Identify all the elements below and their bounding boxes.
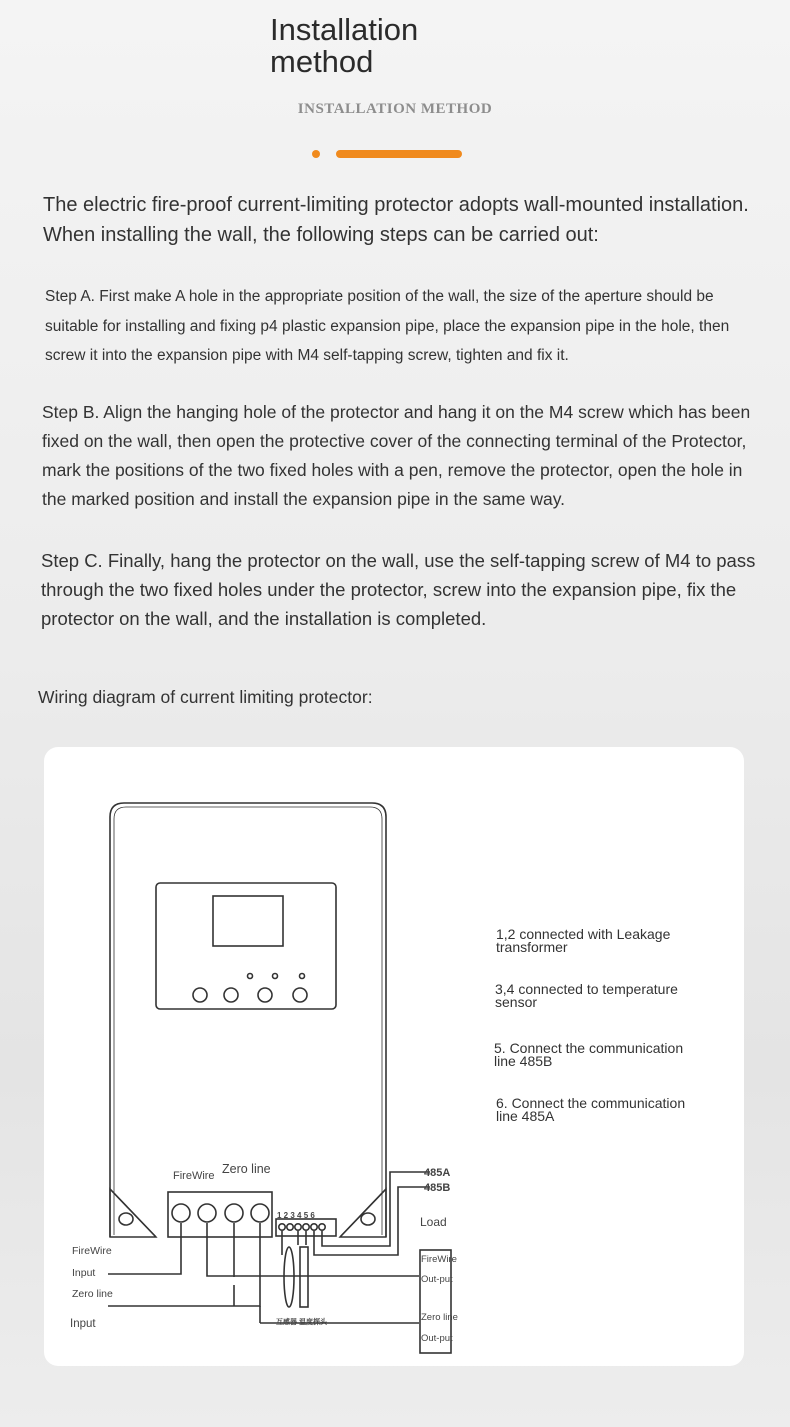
page-subtitle: INSTALLATION METHOD [297, 101, 493, 117]
panel-button [193, 988, 207, 1002]
firewire-input-wire [108, 1223, 181, 1274]
page-title: Installation method [270, 12, 419, 79]
mounting-hole [361, 1213, 375, 1225]
lcd-screen [213, 896, 283, 946]
zero-line-output-label: Zero line [421, 1312, 458, 1323]
zero-line-top-label: Zero line [222, 1162, 271, 1176]
firewire-output-label: FireWire [421, 1254, 457, 1265]
firewire-top-label: FireWire [173, 1170, 215, 1182]
panel-button [258, 988, 272, 1002]
firewire-input-label: FireWire [72, 1245, 112, 1257]
mounting-hole [119, 1213, 133, 1225]
main-terminal-block [168, 1192, 272, 1237]
terminal-numbers: 1 2 3 4 5 6 [277, 1211, 315, 1220]
note-485b: 5. Connect the communication line 485B [494, 1040, 684, 1069]
note-485a: 6. Connect the communication line 485A [496, 1095, 686, 1124]
step-c-paragraph: Step C. Finally, hang the protector on the wall, use the self-tapping screw of M4 to pass through the two fixed holes under the protector, screw into the expansion pipe, fix the protector on the wall, and the installation is completed. [41, 550, 756, 629]
output-label-1: Out-put [421, 1274, 453, 1285]
current-transformer [284, 1247, 294, 1307]
note-temperature-sensor: 3,4 connected to temperature sensor [495, 981, 678, 1010]
sensor-caption: 互感器 温度探头 [276, 1319, 327, 1326]
panel-button [293, 988, 307, 1002]
wiring-diagram-title: Wiring diagram of current limiting protector: [38, 687, 373, 707]
485b-line [314, 1187, 430, 1255]
485a-label: 485A [424, 1167, 451, 1179]
input-label-2: Input [70, 1318, 96, 1330]
485b-label: 485B [424, 1182, 451, 1194]
accent-bar [336, 150, 462, 158]
input-label-1: Input [72, 1267, 96, 1279]
zero-line-input-wire [108, 1223, 260, 1306]
step-b-paragraph: Step B. Align the hanging hole of the protector and hang it on the M4 screw which has been fixed on the wall, then open the protective cover of the connecting terminal of the Protector, mark the positions of the two fixed holes with a pen, remove the protector, open the hole in the marked position and install the expansion pipe in the same way. [42, 402, 751, 509]
zero-line-input-label: Zero line [72, 1288, 113, 1300]
intro-paragraph: The electric fire-proof current-limiting protector adopts wall-mounted installation. When installing the wall, the following steps can be carried out: [43, 194, 749, 246]
output-label-2: Out-put [421, 1333, 453, 1344]
load-label: Load [420, 1215, 447, 1229]
485a-line [322, 1172, 430, 1246]
wiring-diagram-card [44, 747, 744, 1366]
step-a-paragraph: Step A. First make A hole in the appropriate position of the wall, the size of the aperture should be suitable for installing and fixing p4 plastic expansion pipe, place the expansion pipe in the hole, then screw it into the expansion pipe with M4 self-tapping screw, tighten and fix it. [45, 288, 730, 364]
temperature-probe [300, 1247, 308, 1307]
note-leakage-transformer: 1,2 connected with Leakage transformer [496, 926, 671, 955]
accent-dot [312, 150, 320, 158]
panel-button [224, 988, 238, 1002]
